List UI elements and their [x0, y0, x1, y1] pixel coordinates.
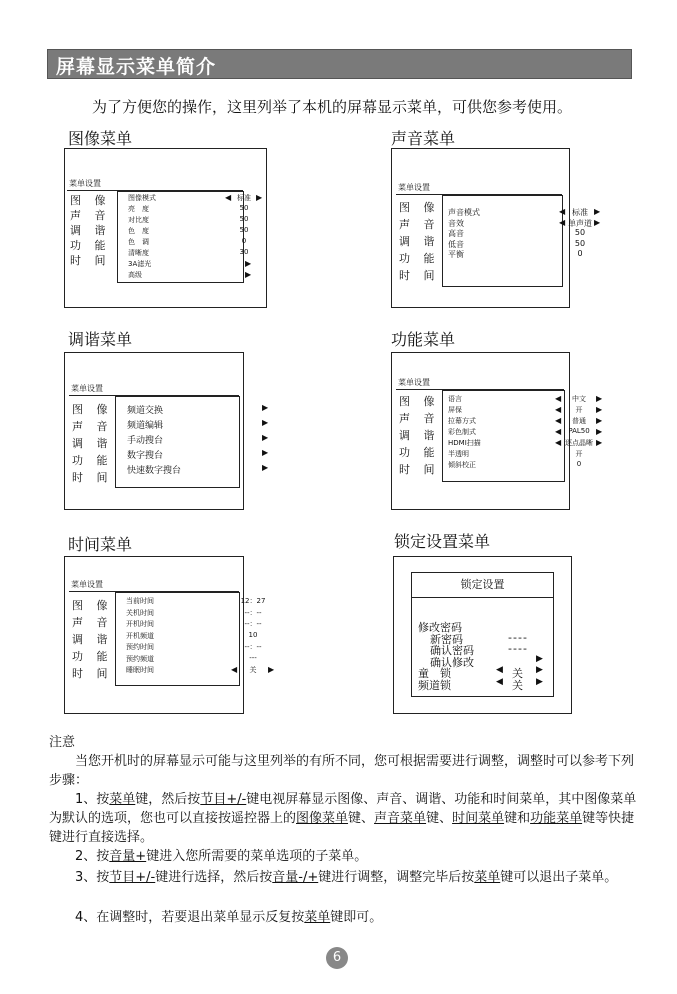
menu-row-label: 屏保: [448, 406, 462, 414]
menu-row-value: 0: [576, 460, 582, 468]
menu-row-label: 语言: [448, 395, 462, 403]
lock-menu-label: 童 锁: [418, 667, 451, 680]
arrow-right-icon: ▶: [536, 653, 543, 664]
menu-side-item: 图 像: [70, 194, 111, 207]
menu-row-value: 50: [239, 226, 249, 234]
menu-row: [126, 630, 258, 643]
menu-row-value: 50: [574, 228, 586, 237]
menu-row: [127, 403, 269, 418]
notes-heading: 注意: [49, 735, 76, 750]
notes-step-3: 3、按节目+/-键进行选择，然后按音量-/+键进行调整，调整完毕后按菜单键可以退出子菜单。: [75, 870, 618, 885]
menu-row-value: --：--: [244, 620, 262, 628]
menu-side-items: [72, 401, 113, 486]
menu-row-label: 开机频道: [126, 631, 154, 640]
arrow-right-icon: ▶: [536, 665, 543, 675]
menu-side-item: 功 能: [72, 454, 113, 467]
menu-row: [128, 226, 249, 237]
menu-side-item: 时 间: [399, 269, 440, 282]
lock-menu-value: ----: [508, 642, 528, 655]
arrow-right-icon: ▶: [256, 193, 263, 202]
menu-row: [126, 653, 257, 666]
menu-side-items: [399, 393, 440, 478]
menu-tab-label: 菜单设置: [67, 178, 115, 191]
menu-row: [448, 438, 603, 449]
menu-row: [448, 217, 601, 229]
arrow-right-icon: ▶: [536, 676, 543, 687]
arrow-left-icon: ◀: [225, 193, 232, 202]
menu-row-value: --：--: [244, 643, 262, 651]
menu-side-item: 调 谐: [399, 235, 440, 248]
menu-tab-label: 菜单设置: [396, 182, 444, 195]
menu-row: [126, 665, 275, 677]
menu-row: [448, 394, 603, 405]
arrow-left-icon: ◀: [231, 665, 238, 674]
menu-row-value: 0: [241, 237, 247, 245]
function-menu-frame: [391, 352, 603, 510]
sound-menu-title: 声音菜单: [391, 129, 456, 148]
arrow-right-icon: ▶: [596, 427, 603, 436]
lock-menu-row: [430, 653, 560, 669]
arrow-left-icon: ◀: [496, 676, 503, 687]
menu-row-label: 对比度: [128, 216, 149, 224]
menu-row-label: 预约频道: [126, 654, 154, 663]
menu-row-label: 色 度: [128, 227, 149, 235]
menu-row-label: 频道交换: [127, 406, 164, 416]
menu-row-value: 标准: [572, 208, 588, 217]
menu-row-label: 拉幕方式: [448, 417, 476, 425]
lock-menu-header: 锁定设置: [412, 573, 553, 598]
menu-row-label: 当前时间: [126, 597, 154, 605]
lock-menu-value: 关: [512, 667, 524, 680]
menu-row-label: 音效: [448, 218, 464, 228]
lock-menu-value: ----: [508, 630, 528, 644]
menu-row-value: 普通: [572, 417, 586, 425]
menu-row-label: 清晰度: [128, 249, 149, 257]
menu-row-value: 50: [239, 204, 249, 212]
menu-row-value: --：--: [244, 608, 262, 617]
lock-menu-label: 新密码: [430, 632, 463, 646]
menu-row-value: PAL50: [568, 427, 590, 435]
menu-row-label: 手动搜台: [127, 436, 164, 446]
menu-row-value: 12：27: [240, 597, 266, 605]
menu-side-item: 图 像: [72, 403, 113, 416]
menu-side-item: 时 间: [72, 667, 113, 680]
menu-side-items: [72, 597, 113, 682]
lock-menu-row: [418, 619, 548, 634]
arrow-right-icon: ▶: [594, 217, 601, 227]
menu-row-label: 快速数字搜台: [127, 466, 182, 476]
menu-row-label: 高音: [448, 229, 464, 238]
menu-row: [127, 433, 269, 448]
menu-row: [127, 418, 269, 433]
lock-menu-row: [418, 665, 548, 680]
image-menu-title: 图像菜单: [68, 129, 133, 148]
menu-side-item: 时 间: [399, 463, 440, 476]
tuning-menu-title: 调谐菜单: [68, 330, 133, 349]
menu-row-label: 3A滤光: [128, 260, 152, 268]
lock-menu-title: 锁定设置菜单: [394, 532, 491, 551]
menu-row: [126, 596, 266, 608]
menu-row: [448, 405, 603, 416]
menu-side-item: 调 谐: [72, 437, 113, 450]
arrow-right-icon: ▶: [596, 394, 603, 403]
arrow-right-icon: ▶: [596, 405, 603, 414]
arrow-right-icon: ▶: [262, 463, 269, 472]
arrow-right-icon: ▶: [268, 665, 275, 674]
arrow-left-icon: ◀: [555, 405, 562, 414]
arrow-right-icon: ▶: [262, 418, 269, 427]
section-title: 屏幕显示菜单简介: [56, 56, 217, 78]
menu-side-item: 时 间: [70, 254, 111, 267]
lock-menu-label: 频道锁: [418, 678, 451, 692]
menu-side-item: 图 像: [72, 599, 113, 612]
image-menu-osd: [67, 178, 263, 282]
lock-menu-row: [418, 676, 548, 692]
sound-menu-frame: [391, 148, 601, 308]
menu-row-label: 数字搜台: [127, 451, 164, 461]
menu-side-items: [70, 193, 111, 268]
menu-row: [128, 204, 249, 215]
menu-row: [126, 642, 262, 654]
notes-paragraph: 当您开机时的屏幕显示可能与这里列举的有所不同，您可根据需要进行调整，调整时可以参考下列步骤：: [49, 754, 635, 788]
menu-row-label: 声音模式: [448, 208, 480, 217]
sound-menu-osd: [396, 182, 601, 286]
menu-row-label: 平衡: [448, 250, 464, 259]
menu-row-label: 彩色制式: [448, 428, 476, 436]
menu-tab-label: 菜单设置: [69, 579, 117, 592]
menu-row-value: 标准: [237, 194, 251, 202]
menu-row: [448, 416, 603, 427]
menu-row: [127, 448, 269, 463]
menu-side-item: 声 音: [399, 412, 440, 425]
tuning-menu-frame: [64, 352, 269, 510]
menu-row-label: 图像模式: [128, 194, 156, 202]
menu-side-item: 功 能: [70, 239, 111, 252]
menu-row-value: 10: [248, 630, 258, 639]
arrow-right-icon: ▶: [262, 433, 269, 442]
menu-row-label: 亮 度: [128, 205, 149, 213]
menu-side-item: 时 间: [72, 471, 113, 484]
lock-menu-value: 关: [512, 678, 524, 692]
menu-row: [448, 449, 583, 460]
page-number: 6: [326, 947, 348, 969]
menu-row-value: ---: [249, 653, 257, 662]
menu-row-label: 半透明: [448, 450, 469, 458]
lock-menu-frame: [393, 556, 572, 714]
time-menu-frame: [64, 556, 275, 714]
arrow-left-icon: ◀: [559, 217, 566, 227]
menu-side-item: 功 能: [399, 446, 440, 459]
menu-row-value: 50: [239, 215, 249, 223]
arrow-right-icon: ▶: [262, 448, 269, 457]
arrow-left-icon: ◀: [555, 427, 562, 436]
menu-row-value: 0: [577, 249, 583, 258]
menu-row-value: 关: [249, 666, 257, 674]
notes-step-4: 4、在调整时，若要退出菜单显示反复按菜单键即可。: [75, 910, 383, 925]
menu-row-value: 开: [575, 450, 583, 458]
menu-row-label: 高级: [128, 271, 142, 279]
menu-row: [448, 228, 586, 239]
menu-tab-label: 菜单设置: [69, 383, 117, 396]
menu-side-item: 声 音: [399, 218, 440, 231]
menu-row: [448, 249, 583, 260]
menu-row: [448, 460, 582, 471]
arrow-right-icon: ▶: [596, 438, 603, 447]
menu-row-value: 30: [239, 248, 249, 256]
lock-menu-label: 确认修改: [430, 655, 474, 669]
function-menu-osd: [396, 377, 603, 481]
arrow-left-icon: ◀: [559, 207, 566, 216]
menu-tab-label: 菜单设置: [396, 377, 444, 390]
menu-side-item: 功 能: [399, 252, 440, 265]
lock-menu-label: 修改密码: [418, 621, 462, 634]
function-menu-title: 功能菜单: [391, 330, 456, 349]
notes-step-2: 2、按音量+键进入您所需要的菜单选项的子菜单。: [75, 849, 368, 864]
menu-row-label: 低音: [448, 239, 464, 249]
menu-row: [448, 207, 601, 218]
lock-menu-row: [430, 630, 560, 646]
arrow-right-icon: ▶: [262, 403, 269, 412]
lock-menu-osd: [411, 572, 554, 697]
arrow-right-icon: ▶: [245, 259, 252, 268]
menu-row: [126, 608, 262, 620]
section-title-bar: [47, 49, 632, 79]
menu-row: [128, 259, 252, 270]
menu-row-label: HDMI扫描: [448, 439, 481, 447]
menu-row: [128, 248, 249, 259]
arrow-left-icon: ◀: [555, 416, 562, 425]
arrow-right-icon: ▶: [596, 416, 603, 425]
menu-side-item: 调 谐: [72, 633, 113, 646]
menu-side-item: 图 像: [399, 395, 440, 408]
menu-row-value: 逐点晶晰: [565, 439, 593, 447]
arrow-right-icon: ▶: [245, 270, 252, 279]
menu-side-item: 图 像: [399, 201, 440, 214]
notes-step-1: 1、按菜单键，然后按节目+/-键电视屏幕显示图像、声音、调谐、功能和时间菜单，其中图像菜单为默认的选项，您也可以直接按遥控器上的图像菜单键、声音菜单键、时间菜单键和功能菜单键等快捷键进行直接选择。: [49, 792, 637, 845]
intro-text: 为了方便您的操作，这里列举了本机的屏幕显示菜单，可供您参考使用。: [92, 98, 573, 116]
time-menu-osd: [69, 579, 275, 685]
menu-row-value: 单声道: [568, 218, 592, 228]
menu-row: [448, 427, 603, 438]
menu-side-item: 功 能: [72, 650, 113, 663]
menu-side-item: 调 谐: [70, 224, 111, 237]
menu-row-label: 开机时间: [126, 620, 154, 628]
menu-row-label: 倾斜校正: [448, 461, 476, 469]
menu-row-label: 预约时间: [126, 643, 154, 651]
arrow-right-icon: ▶: [594, 207, 601, 216]
menu-row-label: 色 调: [128, 238, 149, 246]
arrow-left-icon: ◀: [496, 665, 503, 675]
menu-row-label: 睡眠时间: [126, 666, 154, 674]
menu-side-item: 调 谐: [399, 429, 440, 442]
menu-side-items: [399, 199, 440, 284]
menu-row: [128, 270, 252, 281]
menu-side-item: 声 音: [70, 209, 111, 222]
menu-row: [128, 215, 249, 226]
menu-side-item: 声 音: [72, 420, 113, 433]
time-menu-title: 时间菜单: [68, 535, 133, 554]
menu-row-value: 开: [575, 406, 583, 414]
menu-side-item: 声 音: [72, 616, 113, 629]
menu-row-label: 频道编辑: [127, 421, 164, 431]
menu-row: [448, 238, 586, 250]
menu-row: [126, 619, 262, 631]
menu-row-label: 关机时间: [126, 608, 154, 617]
image-menu-frame: [64, 148, 267, 308]
menu-row: [128, 237, 247, 248]
arrow-left-icon: ◀: [555, 438, 562, 447]
menu-row-value: 中文: [572, 395, 586, 403]
menu-row-value: 50: [574, 238, 586, 248]
lock-menu-row: [430, 642, 560, 657]
menu-row: [128, 193, 263, 204]
tuning-menu-osd: [69, 383, 269, 487]
lock-menu-label: 确认密码: [430, 644, 474, 657]
menu-row: [127, 463, 269, 478]
arrow-left-icon: ◀: [555, 394, 562, 403]
